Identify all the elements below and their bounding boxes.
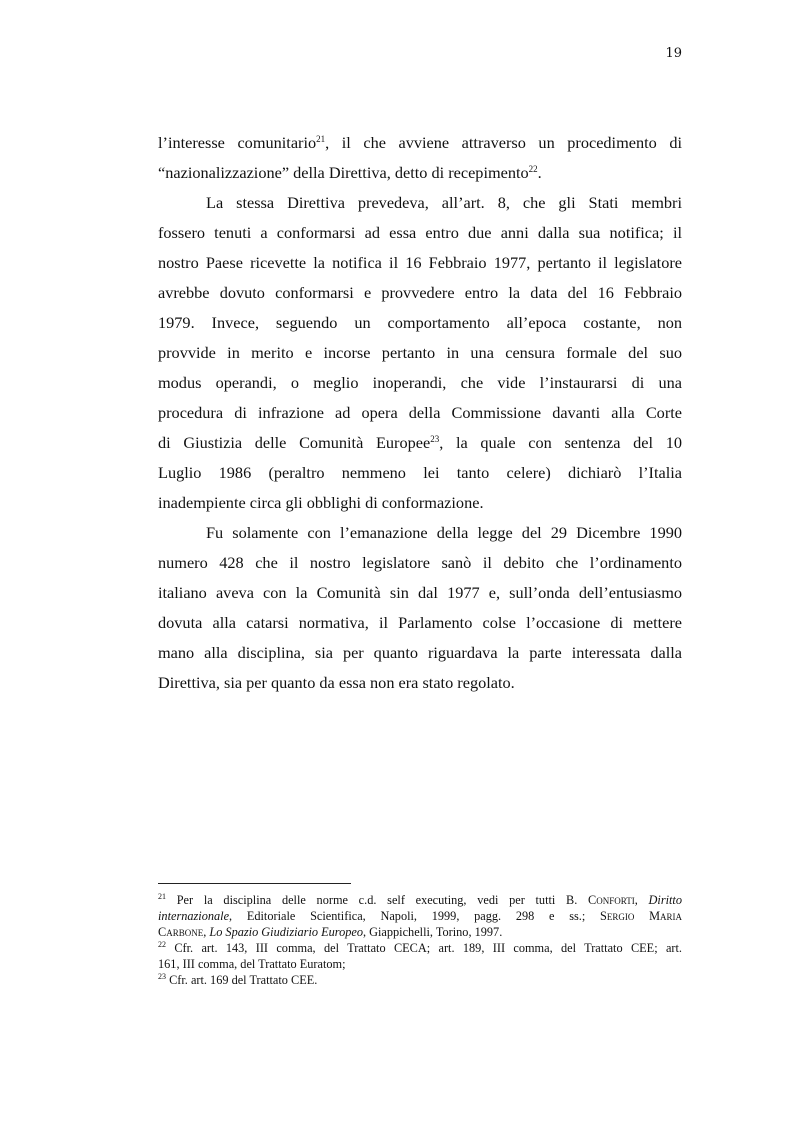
body-line: l’interesse comunitario$^{21}$, il che avviene attraverso un procedimento di xyxy=(158,133,682,152)
body-line: modus operandi, o meglio inoperandi, che vide l’instaurarsi di una xyxy=(158,373,682,392)
footnote-22: $^{22}$ Cfr. art. 143, III comma, del Trattato CECA; art. 189, III comma, del Trattato CEE; art. xyxy=(158,940,682,955)
footnote-21-cont: Carbone, Lo Spazio Giudiziario Europeo, Giappichelli, Torino, 1997. xyxy=(158,925,503,939)
body-line: “nazionalizzazione” della Direttiva, detto di recepimento$^{22}$. xyxy=(158,163,542,182)
footnote-separator xyxy=(158,883,351,884)
body-line: numero 428 che il nostro legislatore sanò il debito che l’ordinamento xyxy=(158,553,682,572)
footnote-ref-23: 23 xyxy=(430,434,440,444)
footnote-21: $^{21}$ Per la disciplina delle norme c.d. self executing, vedi per tutti B. Conforti, Diritto xyxy=(158,892,682,907)
body-line: La stessa Direttiva prevedeva, all’art. 8, che gli Stati membri xyxy=(206,193,682,212)
body-line: nostro Paese ricevette la notifica il 16 Febbraio 1977, pertanto il legislatore xyxy=(158,253,682,272)
body-line: Fu solamente con l’emanazione della legge del 29 Dicembre 1990 xyxy=(206,523,682,542)
footnote-23: $^{23}$ Cfr. art. 169 del Trattato CEE. xyxy=(158,972,318,987)
body-line: inadempiente circa gli obblighi di conformazione. xyxy=(158,493,484,512)
page-number: 19 xyxy=(665,46,682,61)
body-line: procedura di infrazione ad opera della Commissione davanti alla Corte xyxy=(158,403,682,422)
body-line: dovuta alla catarsi normativa, il Parlamento colse l’occasione di mettere xyxy=(158,613,682,632)
footnote-21-cont: internazionale, Editoriale Scientifica, Napoli, 1999, pagg. 298 e ss.; Sergio Maria xyxy=(158,909,682,923)
body-line: di Giustizia delle Comunità Europee$^{23}$, la quale con sentenza del 10 xyxy=(158,433,682,452)
body-line: 1979. Invece, seguendo un comportamento all’epoca costante, non xyxy=(158,313,682,332)
body-line: Luglio 1986 (peraltro nemmeno lei tanto celere) dichiarò l’Italia xyxy=(158,463,682,482)
body-line: provvide in merito e incorse pertanto in una censura formale del suo xyxy=(158,343,682,362)
body-line: italiano aveva con la Comunità sin dal 1977 e, sull’onda dell’entusiasmo xyxy=(158,583,682,602)
body-line: mano alla disciplina, sia per quanto riguardava la parte interessata dalla xyxy=(158,643,682,662)
body-line: fossero tenuti a conformarsi ad essa entro due anni dalla sua notifica; il xyxy=(158,223,682,242)
body-line: Direttiva, sia per quanto da essa non era stato regolato. xyxy=(158,673,515,692)
body-line: avrebbe dovuto conformarsi e provvedere entro la data del 16 Febbraio xyxy=(158,283,682,302)
footnote-ref-21: 21 xyxy=(316,134,326,144)
footnote-22-cont: 161, III comma, del Trattato Euratom; xyxy=(158,957,346,971)
footnote-ref-22: 22 xyxy=(528,164,538,174)
